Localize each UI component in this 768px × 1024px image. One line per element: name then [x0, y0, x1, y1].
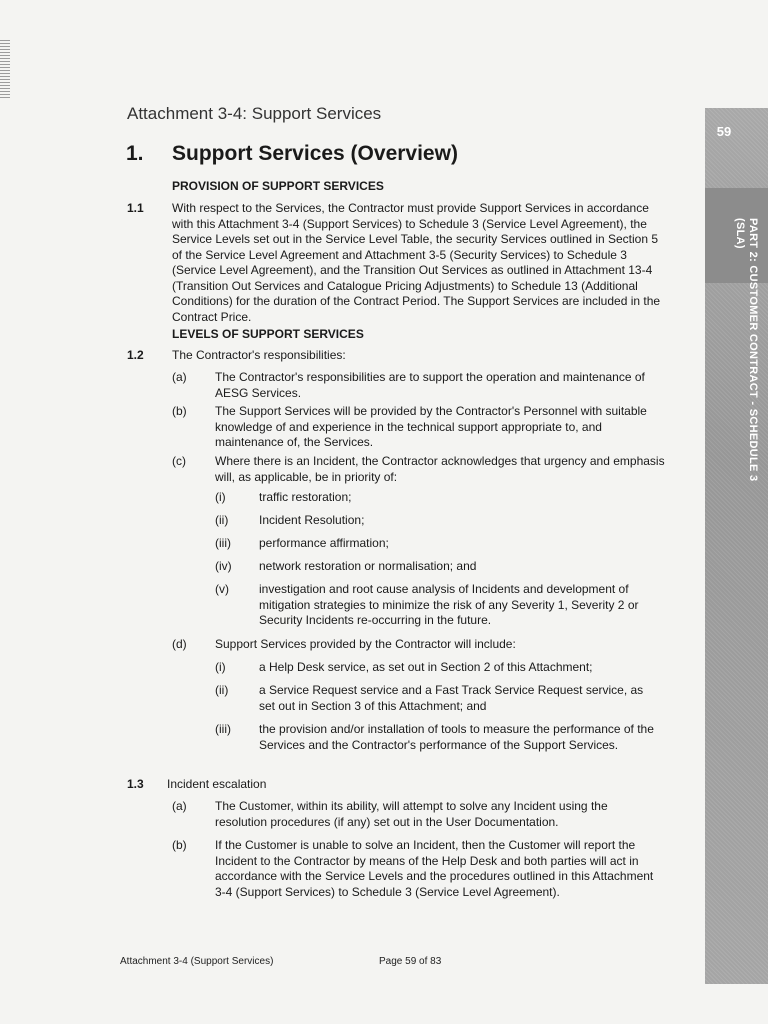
footer-attachment: Attachment 3-4 (Support Services): [120, 956, 274, 967]
subitem-label-1-2-c-iii: (iii): [215, 536, 231, 550]
side-tab: [705, 108, 768, 984]
clause-1-3-text: Incident escalation: [167, 777, 267, 791]
subitem-1-2-c-ii-text: Incident Resolution;: [259, 513, 365, 527]
subitem-1-2-c-iv-text: network restoration or normalisation; and: [259, 559, 477, 573]
subitem-1-2-c-v-text: investigation and root cause analysis of Incidents and development of mitigation strategies to minimize the risk of any Severity 1, Severity 2 or Security Incidents re-occurring in the future.: [259, 582, 639, 627]
item-label-1-2-a: (a): [172, 370, 187, 384]
clause-number-1-3: 1.3: [127, 777, 144, 791]
side-tab-page-number: 59: [716, 124, 732, 139]
subheading-provision: PROVISION OF SUPPORT SERVICES: [172, 179, 384, 193]
subitem-1-2-c-iii-text: performance affirmation;: [259, 536, 389, 550]
clause-number-1-1: 1.1: [127, 201, 144, 215]
subitem-1-2-d-ii-text: a Service Request service and a Fast Track Service Request service, as set out in Section 3 of this Attachment; and: [259, 683, 644, 713]
subitem-label-1-2-d-i: (i): [215, 660, 226, 674]
subitem-label-1-2-c-i: (i): [215, 490, 226, 504]
subitem-1-2-d-iii-text: the provision and/or installation of tools to measure the performance of the Services and the Contractor's performance of the Support Services.: [259, 722, 654, 752]
scan-artifact: [0, 40, 10, 100]
item-label-1-2-d: (d): [172, 637, 187, 651]
subheading-levels: LEVELS OF SUPPORT SERVICES: [172, 327, 364, 341]
item-1-2-c-text: Where there is an Incident, the Contractor acknowledges that urgency and emphasis will, as applicable, be in priority of:: [215, 454, 665, 484]
subitem-label-1-2-c-iv: (iv): [215, 559, 232, 573]
clause-1-1-text: With respect to the Services, the Contractor must provide Support Services in accordance with this Attachment 3-4 (Support Services) to Schedule 3 (Service Level Agreement), the Service Levels set out in the Service Level Table, the security Services outlined in Section 5 of the Service Level Agreement and Attachment 3-5 (Security Services) to Schedule 3 (Service Level Agreement), and the Transition Out Services as outlined in Attachment 13-4 (Transition Out Services and Catalogue Pricing Adjustments) to Schedule 13 (Additional Conditions) for the duration of the Contract Period. The Support Services are included in the Contract Price.: [172, 201, 661, 324]
item-1-2-b-text: The Support Services will be provided by the Contractor's Personnel with suitable knowledge of and experience in the technical support appropriate to, and maintenance of, the Services.: [215, 404, 647, 449]
subitem-1-2-d-i-text: a Help Desk service, as set out in Section 2 of this Attachment;: [259, 660, 593, 674]
item-1-2-d-text: Support Services provided by the Contractor will include:: [215, 637, 516, 651]
subitem-label-1-2-d-ii: (ii): [215, 683, 229, 697]
clause-number-1-2: 1.2: [127, 348, 144, 362]
subitem-1-2-c-i-text: traffic restoration;: [259, 490, 352, 504]
item-1-3-a-text: The Customer, within its ability, will attempt to solve any Incident using the resolution procedures (if any) set out in the User Documentation.: [215, 799, 608, 829]
subitem-label-1-2-d-iii: (iii): [215, 722, 231, 736]
item-label-1-2-c: (c): [172, 454, 186, 468]
item-label-1-2-b: (b): [172, 404, 187, 418]
side-tab-line-2: (SLA): [734, 218, 746, 249]
section-number: 1.: [126, 142, 144, 165]
subitem-label-1-2-c-ii: (ii): [215, 513, 229, 527]
subitem-label-1-2-c-v: (v): [215, 582, 229, 596]
section-title: Support Services (Overview): [172, 142, 458, 165]
item-label-1-3-b: (b): [172, 838, 187, 852]
attachment-title: Attachment 3-4: Support Services: [127, 104, 382, 123]
item-label-1-3-a: (a): [172, 799, 187, 813]
clause-1-2-text: The Contractor's responsibilities:: [172, 348, 346, 362]
footer-page-number: Page 59 of 83: [379, 956, 442, 967]
side-tab-label: [733, 218, 759, 481]
item-1-3-b-text: If the Customer is unable to solve an Incident, then the Customer will report the Incident to the Contractor by means of the Help Desk and both parties will act in accordance with the Service Levels and the procedures outlined in this Attachment 3-4 (Support Services) to Schedule 3 (Service Level Agreement).: [215, 838, 654, 899]
side-tab-line-1: PART 2: CUSTOMER CONTRACT - SCHEDULE 3: [747, 218, 759, 482]
item-1-2-a-text: The Contractor's responsibilities are to support the operation and maintenance of AESG Services.: [215, 370, 645, 400]
